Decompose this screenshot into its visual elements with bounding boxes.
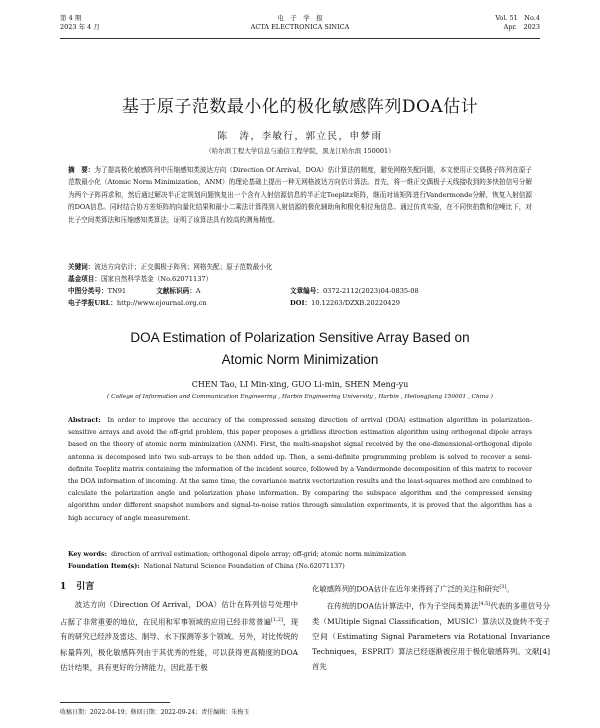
issue-number: 第 4 期 (60, 14, 82, 22)
paper-title-cn: 基于原子范数最小化的极化敏感阵列DOA估计 (121, 97, 479, 117)
classification-row (68, 286, 532, 297)
section-heading (60, 580, 298, 595)
fund-en-label: Foundation Item(s): (68, 562, 140, 570)
keywords-cn-label: 关键词： (68, 263, 95, 271)
keywords-en-label: Key words: (68, 550, 107, 558)
title-en-line-1: DOA Estimation of Polarization Sensitive Array Based on (130, 330, 470, 345)
intro-paragraph-1-continued (312, 580, 550, 597)
doc-code-label: 文献标识码： (156, 287, 196, 295)
intro-text: 波达方向（Direction Of Arrival，DOA）估计在阵列信号处理中占据了非常重要的地位，在民用和军事领域的应用已经非常普遍 (60, 600, 298, 627)
doi-value[interactable]: 10.12263/DZXB.20220429 (311, 299, 400, 307)
issue-date: 2023 年 4 月 (60, 23, 100, 31)
authors-cn: 陈 涛，李敏行，郭立民，申梦雨 (217, 131, 383, 142)
body-column-left (60, 580, 298, 675)
volume: Vol. 51 No.4 (495, 14, 540, 22)
fund-cn (68, 274, 532, 285)
keywords-fund-en (68, 548, 532, 572)
paper-title-en (0, 327, 600, 371)
header-center (60, 14, 540, 32)
journal-name-en: ACTA ELECTRONICA SINICA (250, 23, 350, 31)
header-right (495, 14, 540, 32)
article-no-value: 0372-2112(2023)04-0835-08 (322, 287, 419, 295)
section-title: 引言 (76, 582, 95, 592)
section-number: 1 (60, 582, 67, 592)
authors-en: CHEN Tao, LI Min-xing, GUO Li-min, SHEN Meng-yu (191, 380, 409, 389)
intro-paragraph-2 (312, 597, 550, 675)
url-doi-row (68, 298, 532, 309)
fund-en (68, 560, 532, 572)
abstract-cn (68, 164, 532, 226)
header-rule (60, 38, 540, 39)
issue-date-en: Apr. 2023 (503, 23, 540, 31)
doi-label: DOI： (290, 299, 312, 307)
fund-cn-text: 国家自然科学基金（No.62071137） (100, 275, 213, 283)
abstract-en-text: In order to improve the accuracy of the compressed sensing direction of arrival (DOA) estimation algorithm in polarization-sensitive arrays and avoid the off-grid problem, this paper proposes a gridless direction estimation algorithm using orthogonal dipole arrays based on the theory of atomic norm minimization (ANM). First, the multi-snapshot signal received by the one-dimensional-orthogonal dipole antenna is decomposed into two sub-arrays to be then added up. Then, a semi-definite programming problem is solved to recover a semi-definite Toeplitz matrix containing the information of the incident source, followed by a Vandermonde decomposition of this matrix to recover the DOA information of incoming. At the same time, the covariance matrix vectorization results and the least-squares method are combined to calculate the polarization angle and polarization phase information. By comparing the subspace algorithm and the compressed sensing algorithm under different snapshot numbers and signal-to-noise ratios through simulation experiments, it is proved that the algorithm has a high accuracy of angle measurement. (68, 416, 532, 522)
citation[interactable]: [4,5] (478, 600, 491, 607)
citation[interactable]: [1,2] (271, 616, 283, 623)
affiliation-en: ( College of Information and Communication Engineering , Harbin Engineering University , Harbin , Heilongjiang 150001 , China ) (107, 394, 493, 400)
keywords-en-text: direction of arrival estimation; orthogonal dipole array; off-grid; atomic norm minimization (111, 550, 407, 558)
footnote-rule (60, 702, 170, 703)
abstract-cn-text: 为了提高极化敏感阵列中压缩感知类波达方向（Direction Of Arrival，DOA）估计算法的精度，避免网格失配问题，本文使用正交偶极子阵列在原子范数最小化（Atomic Norm Minimization，ANM）的理论基础上提出一种无网格波达方向估计算法。首先，将一维正交偶极子天线接收到的多快拍信号分解为两个子阵再求和，然后通过解决半正定规划问题恢复出一个含有入射信源信息的半正定Toeplitz矩阵，继而对该矩阵进行Vandermonde分解，恢复入射信源的DOA信息。同时结合协方差矩阵的向量化结果和最小二乘法计算得到入射信源的极化辅助角和极化相位角信息。通过仿真实验，在不同快拍数和信噪比下，对比子空间类算法和压缩感知类算法，证明了该算法具有较高的测角精度。 (68, 166, 533, 224)
received-dates: 收稿日期：2022-04-19；修回日期：2022-09-24；责任编辑：朱梅玉 (60, 709, 250, 716)
abstract-en (68, 414, 532, 524)
article-number (290, 286, 419, 297)
intro-text: 。 (506, 584, 514, 594)
keywords-cn-text: 波达方向估计；正交偶极子阵列；网格失配；原子范数最小化 (94, 263, 273, 271)
intro-text: ，现有的研究已经涉及雷达、制导、水下探测等多个领域。另外，对比传统的标量阵列，极化敏感阵列由于其优秀的性能，可以获得更高精度的DOA估计结果，具有更好的分辨能力，因此基于极 (60, 617, 298, 672)
journal-name-cn: 电 子 学 报 (277, 14, 323, 22)
abstract-cn-label: 摘 要： (68, 166, 95, 174)
intro-text: 在传统的DOA估计算法中，作为子空间类算法 (326, 601, 479, 611)
doc-code-value: A (195, 287, 201, 295)
running-header (60, 14, 540, 48)
title-en-line-2: Atomic Norm Minimization (221, 352, 379, 367)
keywords-en (68, 548, 532, 560)
citation[interactable]: [3] (499, 584, 507, 590)
clc-label: 中图分类号： (68, 287, 108, 295)
intro-paragraph-1 (60, 597, 298, 675)
url-label: 电子学报URL： (68, 299, 117, 307)
article-no-label: 文章编号： (290, 287, 323, 295)
footnote (60, 702, 320, 716)
fund-cn-label: 基金项目： (68, 275, 101, 283)
clc-value: TN91 (107, 287, 127, 295)
body-column-right (312, 580, 550, 675)
fund-en-text: National Natural Science Foundation of China (No.62071137) (143, 562, 345, 570)
doi (290, 298, 400, 309)
keywords-cn (68, 262, 532, 273)
intro-text: 化敏感阵列的DOA估计在近年来得到了广泛的关注和研究 (312, 584, 500, 594)
intro-text: 代表的多重信号分类（MUltiple Signal Classification，MUSIC）算法以及旋转不变子空间（Estimating Signal Parameters via Rotational Invariance Techniques，ESPRIT）算法已经逐渐被应用于极化敏感阵列。文献[4]首先 (312, 601, 550, 672)
abstract-en-label: Abstract: (68, 416, 101, 424)
journal-url[interactable]: http://www.ejournal.org.cn (116, 299, 207, 307)
affiliation-cn: （哈尔滨工程大学信息与通信工程学院，黑龙江哈尔滨 150001） (205, 147, 395, 155)
